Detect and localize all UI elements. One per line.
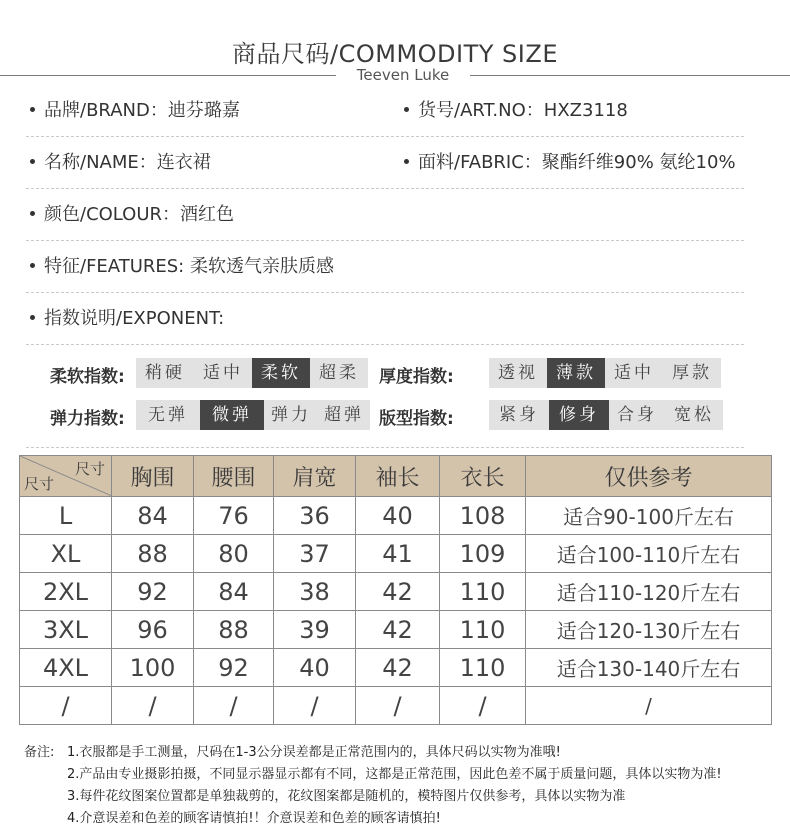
note-line: 3.每件花纹图案位置都是单独裁剪的，花纹图案都是随机的，模特图片仅供参考，具体以实物为准 bbox=[67, 789, 626, 804]
measurement-cell: 42 bbox=[356, 649, 440, 687]
note-line: 1.衣服都是手工测量，尺码在1-3公分误差都是正常范围内的，具体尺码以实物为准哦! bbox=[67, 745, 561, 760]
measurement-cell: 109 bbox=[440, 535, 526, 573]
measurement-cell: 41 bbox=[356, 535, 440, 573]
brand-subtitle: Teeven Luke bbox=[356, 66, 450, 84]
bullet-icon bbox=[404, 159, 409, 164]
exponent-text: 指数说明/EXPONENT: bbox=[44, 308, 225, 329]
info-row-4 bbox=[26, 240, 744, 293]
info-row-3 bbox=[26, 188, 744, 241]
measurement-cell: / bbox=[356, 687, 440, 725]
thickness-scale bbox=[489, 358, 721, 388]
features-item bbox=[30, 252, 334, 278]
elasticity-option: 无弹 bbox=[148, 405, 188, 425]
colour-text: 颜色/COLOUR：酒红色 bbox=[44, 204, 235, 225]
table-header-row bbox=[20, 456, 772, 497]
measurement-cell: 92 bbox=[194, 649, 274, 687]
bullet-icon bbox=[30, 315, 35, 320]
measurement-cell: 40 bbox=[356, 497, 440, 535]
thickness-option: 适中 bbox=[614, 363, 654, 383]
table-row bbox=[20, 535, 772, 573]
table-row bbox=[20, 649, 772, 687]
measurement-cell: 108 bbox=[440, 497, 526, 535]
bullet-icon bbox=[30, 263, 35, 268]
measurement-cell: 80 bbox=[194, 535, 274, 573]
fit-label: 版型指数: bbox=[379, 409, 454, 429]
elasticity-option: 微弹 bbox=[200, 400, 264, 430]
elasticity-scale bbox=[136, 400, 370, 430]
measurement-cell: 37 bbox=[274, 535, 356, 573]
measurement-cell: / bbox=[194, 687, 274, 725]
column-header: 衣长 bbox=[440, 456, 526, 497]
measurement-cell: 39 bbox=[274, 611, 356, 649]
fabric-item bbox=[404, 148, 736, 174]
colour-item bbox=[30, 200, 234, 226]
thickness-option: 透视 bbox=[498, 363, 538, 383]
column-header: 袖长 bbox=[356, 456, 440, 497]
measurement-cell: 38 bbox=[274, 573, 356, 611]
bullet-icon bbox=[30, 107, 35, 112]
reference-cell: 适合130-140斤左右 bbox=[526, 649, 772, 687]
softness-option: 适中 bbox=[203, 363, 243, 383]
reference-cell: 适合90-100斤左右 bbox=[526, 497, 772, 535]
measurement-cell: 92 bbox=[112, 573, 194, 611]
bullet-icon bbox=[30, 159, 35, 164]
thickness-label: 厚度指数: bbox=[379, 367, 454, 387]
size-cell: 4XL bbox=[20, 649, 112, 687]
info-row-5 bbox=[26, 292, 744, 345]
measurement-cell: 96 bbox=[112, 611, 194, 649]
table-row bbox=[20, 497, 772, 535]
page-title: 商品尺码/COMMODITY SIZE bbox=[232, 40, 558, 68]
note-line: 2.产品由专业摄影拍摄，不同显示器显示都有不同，这都是正常范围，因此色差不属于质量问题，具体以实物为准! bbox=[67, 767, 722, 782]
measurement-cell: 88 bbox=[112, 535, 194, 573]
divider-left bbox=[0, 75, 336, 76]
softness-option: 超柔 bbox=[319, 363, 359, 383]
measurement-cell: 40 bbox=[274, 649, 356, 687]
features-text: 特征/FEATURES: 柔软透气亲肤质感 bbox=[44, 256, 334, 277]
table-row bbox=[20, 611, 772, 649]
column-header: 胸围 bbox=[112, 456, 194, 497]
exponent-item bbox=[30, 304, 224, 330]
measurement-cell: 42 bbox=[356, 573, 440, 611]
column-header: 腰围 bbox=[194, 456, 274, 497]
art-no-item bbox=[404, 96, 628, 122]
thickness-option: 薄款 bbox=[547, 358, 605, 388]
softness-option: 稍硬 bbox=[145, 363, 185, 383]
elasticity-label: 弹力指数: bbox=[50, 409, 125, 429]
note-line: 4.介意误差和色差的顾客请慎拍!！介意误差和色差的顾客请慎拍! bbox=[67, 811, 441, 826]
brand-item bbox=[30, 96, 240, 122]
reference-cell: 适合100-110斤左右 bbox=[526, 535, 772, 573]
column-header: 肩宽 bbox=[274, 456, 356, 497]
bullet-icon bbox=[30, 211, 35, 216]
fit-option: 合身 bbox=[617, 405, 657, 425]
softness-option: 柔软 bbox=[252, 358, 310, 388]
notes-prefix: 备注: bbox=[24, 745, 55, 760]
index-divider bbox=[26, 447, 744, 448]
divider-right bbox=[470, 75, 790, 76]
fit-option: 紧身 bbox=[499, 405, 539, 425]
size-cell: L bbox=[20, 497, 112, 535]
measurement-cell: / bbox=[440, 687, 526, 725]
measurement-cell: 88 bbox=[194, 611, 274, 649]
corner-bottom-label: 尺寸 bbox=[24, 475, 55, 493]
size-cell: 3XL bbox=[20, 611, 112, 649]
fit-option: 宽松 bbox=[674, 405, 714, 425]
reference-cell: 适合120-130斤左右 bbox=[526, 611, 772, 649]
measurement-cell: / bbox=[274, 687, 356, 725]
measurement-cell: 110 bbox=[440, 611, 526, 649]
measurement-cell: / bbox=[112, 687, 194, 725]
reference-cell: / bbox=[526, 687, 772, 725]
corner-cell bbox=[20, 456, 112, 497]
name-text: 名称/NAME：连衣裙 bbox=[44, 152, 211, 173]
measurement-cell: 110 bbox=[440, 649, 526, 687]
elasticity-option: 超弹 bbox=[324, 405, 364, 425]
measurement-cell: 42 bbox=[356, 611, 440, 649]
softness-scale bbox=[136, 358, 368, 388]
size-cell: / bbox=[20, 687, 112, 725]
art-no-text: 货号/ART.NO：HXZ3118 bbox=[418, 100, 628, 121]
reference-cell: 适合110-120斤左右 bbox=[526, 573, 772, 611]
thickness-option: 厚款 bbox=[672, 363, 712, 383]
brand-text: 品牌/BRAND：迪芬璐嘉 bbox=[44, 100, 240, 121]
info-row-1 bbox=[26, 84, 744, 137]
measurement-cell: 100 bbox=[112, 649, 194, 687]
softness-label: 柔软指数: bbox=[50, 367, 125, 387]
measurement-cell: 84 bbox=[194, 573, 274, 611]
size-cell: XL bbox=[20, 535, 112, 573]
measurement-cell: 84 bbox=[112, 497, 194, 535]
index-row-1 bbox=[26, 352, 744, 396]
fit-scale bbox=[489, 400, 723, 430]
table-row bbox=[20, 573, 772, 611]
size-cell: 2XL bbox=[20, 573, 112, 611]
bullet-icon bbox=[404, 107, 409, 112]
elasticity-option: 弹力 bbox=[271, 405, 311, 425]
corner-top-label: 尺寸 bbox=[74, 460, 105, 478]
index-row-2 bbox=[26, 394, 744, 438]
column-header: 仅供参考 bbox=[526, 456, 772, 497]
measurement-cell: 36 bbox=[274, 497, 356, 535]
table-row bbox=[20, 687, 772, 725]
size-table bbox=[19, 455, 772, 725]
measurement-cell: 110 bbox=[440, 573, 526, 611]
name-item bbox=[30, 148, 211, 174]
fit-option: 修身 bbox=[549, 400, 609, 430]
fabric-text: 面料/FABRIC：聚酯纤维90% 氨纶10% bbox=[418, 152, 736, 173]
info-row-2 bbox=[26, 136, 744, 189]
measurement-cell: 76 bbox=[194, 497, 274, 535]
